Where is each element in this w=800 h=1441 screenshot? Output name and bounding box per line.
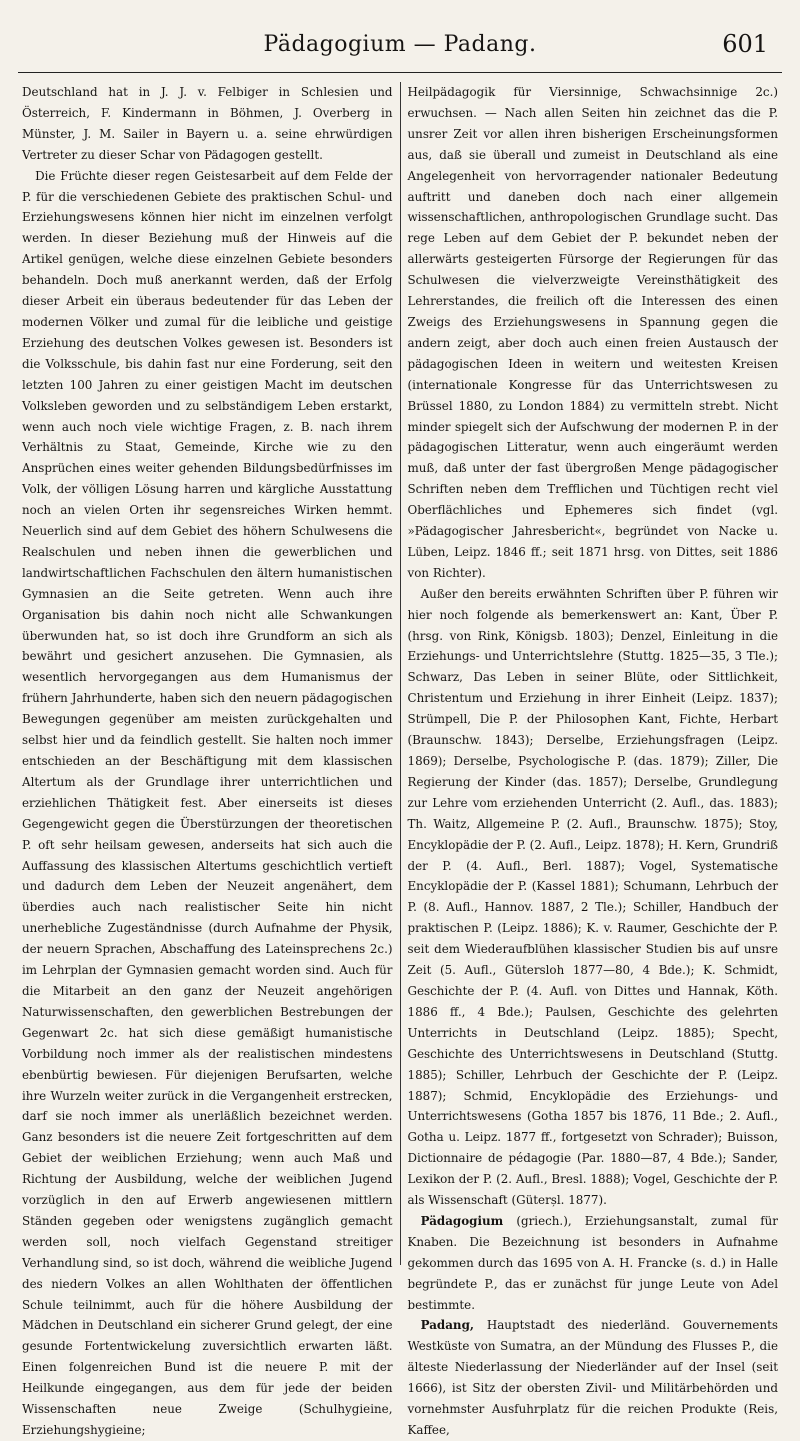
entry-text: Hauptstadt des niederländ. Gouvernements Westküste von Sumatra, an der Mündung des Flusses P., die älteste Niederlassung der Niederländer auf der Insel (seit 1666), ist Sitz der obersten Zivil- und Militärbehörden und vornehmster Ausfuhrplatz für die reichen Produkte (Reis, Kaffee, — [407, 1318, 778, 1437]
paragraph: Heilpädagogik für Viersinnige, Schwachsinnige 2c.) erwuchsen. — Nach allen Seiten hin zeichnet das die P. unsrer Zeit vor allen ihren bisherigen Erscheinungsformen aus, daß sie überall und zumeist in Deutschland als eine Angelegenheit von hervorragender nationaler Bedeutung auftritt und daneben doch nach einer allgemein wissenschaftlichen, anthropologischen Grundlage sucht. Das rege Leben auf dem Gebiet der P. bekundet neben der allerwärts gesteigerten Fürsorge der Regierungen für das Schulwesen die vielverzweigte Vereinsthätigkeit des Lehrerstandes, die freilich oft die Interessen des einen Zweigs des Erziehungswesens in Spannung gegen die andern zeigt, aber doch auch einen freien Austausch der pädagogischen Ideen in weitern und weitesten Kreisen (internationale Kongresse für das Unterrichtswesen zu Brüssel 1880, zu London 1884) zu vermitteln strebt. Nicht minder spiegelt sich der Aufschwung der modernen P. in der pädagogischen Litteratur, wenn auch eingeräumt werden muß, daß unter der fast übergroßen Menge pädagogischer Schriften neben dem Trefflichen und Tüchtigen recht viel Oberflächliches und Ephemeres sich findet (vgl. »Pädagogischer Jahresbericht«, begründet von Nacke u. Lüben, Leipz. 1846 ff.; seit 1871 hrsg. von Dittes, seit 1886 von Richter). — [407, 85, 778, 580]
entry-paragraph — [408, 1315, 779, 1440]
page-header — [18, 0, 782, 70]
entry-headword: Pädagogium — [420, 1213, 504, 1228]
right-column — [407, 82, 779, 1437]
left-column — [22, 82, 393, 1437]
text-columns — [22, 82, 778, 1437]
entry-padang — [408, 1315, 779, 1440]
paragraph: Außer den bereits erwähnten Schriften über P. führen wir hier noch folgende als bemerkenswert an: Kant, Über P. (hrsg. von Rink, Königsb. 1803); Denzel, Einleitung in die Erziehungs- und Unterrichtslehre (Stuttg. 1825—35, 3 Tle.); Schwarz, Das Leben in seiner Blüte, oder Sittlichkeit, Christentum und Erziehung in ihrer Einheit (Leipz. 1837); Strümpell, Die P. der Philosophen Kant, Fichte, Herbart (Braunschw. 1843); Derselbe, Erziehungsfragen (Leipz. 1869); Derselbe, Psychologische P. (das. 1879); Ziller, Die Regierung der Kinder (das. 1857); Derselbe, Grundlegung zur Lehre vom erziehenden Unterricht (2. Aufl., das. 1883); Th. Waitz, Allgemeine P. (2. Aufl., Braunschw. 1875); Stoy, Encyklopädie der P. (2. Aufl., Leipz. 1878); H. Kern, Grundriß der P. (4. Aufl., Berl. 1887); Vogel, Systematische Encyklopädie der P. (Kassel 1881); Schumann, Lehrbuch der P. (8. Aufl., Hannov. 1887, 2 Tle.); Schiller, Handbuch der praktischen P. (Leipz. 1886); K. v. Raumer, Geschichte der P. seit dem Wiederaufblühen klassischer Studien bis auf unsre Zeit (5. Aufl., Gütersloh 1877—80, 4 Bde.); K. Schmidt, Geschichte der P. (4. Aufl. von Dittes und Hannak, Köth. 1886 ff., 4 Bde.); Paulsen, Geschichte des gelehrten Unterrichts in Deutschland (Leipz. 1885); Specht, Geschichte des Unterrichtswesens in Deutschland (Stuttg. 1885); Schiller, Lehrbuch der Geschichte der P. (Leipz. 1887); Schmid, Encyklopädie des Erziehungs- und Unterrichtswesens (Gotha 1857 bis 1876, 11 Bde.; 2. Aufl., Gotha u. Leipz. 1877 ff., fortgesetzt von Schrader); Buisson, Dictionnaire de pédagogie (Par. 1880—87, 4 Bde.); Sander, Lexikon der P. (2. Aufl., Bresl. 1888); Vogel, Geschichte der P. als Wissenschaft (Güterșl. 1877). — [407, 586, 778, 1208]
entry-paedagogium — [408, 1211, 779, 1316]
running-title: Pädagogium — Padang. — [263, 32, 537, 57]
header-rule — [18, 72, 782, 73]
entry-paragraph — [408, 1211, 779, 1316]
entry-text: (griech.), Erziehungsanstalt, zumal für Knaben. Die Bezeichnung ist besonders in Aufnahme gekommen durch das 1695 von A. H. Francke (s. d.) in Halle begründete P., das er zunächst für junge Leute von Adel bestimmte. — [407, 1213, 778, 1312]
entry-headword: Padang, — [420, 1318, 475, 1333]
page-number: 601 — [722, 30, 768, 58]
paragraph: Die Früchte dieser regen Geistesarbeit auf dem Felde der P. für die verschiedenen Gebiete des praktischen Schul- und Erziehungswesens können hier nicht im einzelnen verfolgt werden. In dieser Beziehung muß der Hinweis auf die Artikel genügen, welche diese einzelnen Gebiete besonders behandeln. Doch muß anerkannt werden, daß der Erfolg dieser Arbeit ein überaus bedeutender für das Leben der modernen Völker und zumal für die leibliche und geistige Erziehung des deutschen Volkes gewesen ist. Besonders ist die Volksschule, bis dahin fast nur eine Forderung, seit den letzten 100 Jahren zu einer geistigen Macht im deutschen Volksleben geworden und zu selbständigem Leben erstarkt, wenn auch noch viele wichtige Fragen, z. B. nach ihrem Verhältnis zu Staat, Gemeinde, Kirche wie zu den Ansprüchen eines weiter gehenden Bildungsbedürfnisses im Volk, der völligen Lösung harren und kärgliche Ausstattung noch an vielen Orten ihr segensreiches Wirken hemmt. Neuerlich sind auf dem Gebiet des höhern Schulwesens die Realschulen und neben ihnen die gewerblichen und landwirtschaftlichen Fachschulen den ältern humanistischen Gymnasien an die Seite getreten. Wenn auch ihre Organisation bis dahin noch nicht alle Schwankungen überwunden hat, so ist doch ihre Grundform an sich als bewährt und gesichert anzusehen. Die Gymnasien, als wesentlich hervorgegangen aus dem Humanismus der frühern Jahrhunderte, haben sich den neuern pädagogischen Bewegungen gegenüber am meisten zurückgehalten und selbst hier und da feindlich gestellt. Sie halten noch immer entschieden an der Beschäftigung mit dem klassischen Altertum als der Grundlage ihrer unterrichtlichen und erziehlichen Thätigkeit fest. Aber einerseits ist dieses Gegengewicht gegen die Überstürzungen der theoretischen P. oft sehr heilsam gewesen, anderseits hat sich auch die Auffassung des klassischen Altertums geschichtlich vertieft und dadurch dem Leben der Neuzeit angenähert, dem überdies auch nach realistischer Seite hin nicht unerhebliche Zugeständnisse (durch Aufnahme der Physik, der neuern Sprachen, Abschaffung des Lateinsprechens 2c.) im Lehrplan der Gymnasien gemacht worden sind. Auch für die Mitarbeit an den ganz der Neuzeit angehörigen Naturwissenschaften, den gewerblichen Bestrebungen der Gegenwart 2c. hat sich diese gemäßigt humanistische Vorbildung noch immer als der realistischen mindestens ebenbürtig bewiesen. Für diejenigen Berufsarten, welche ihre Wurzeln weiter zurück in die Vergangenheit erstrecken, darf sie noch immer als unerläßlich bezeichnet werden. Ganz besonders ist die neuere Zeit fortgeschritten auf dem Gebiet der weiblichen Erziehung; wenn auch Maß und Richtung der Ausbildung, welche der weiblichen Jugend vorzüglich in den auf Erwerb angewiesenen mittlern Ständen gegeben oder wenigstens zugänglich gemacht werden soll, noch vielfach Gegenstand streitiger Verhandlung sind, so ist doch, während die weibliche Jugend des niedern Volkes an allen Wohlthaten der öffentlichen Schule teilnimmt, auch für die höhere Ausbildung der Mädchen in Deutschland ein sicherer Grund gelegt, der eine gesunde Fortentwickelung zuversichtlich erwarten läßt. Einen folgenreichen Bund ist die neuere P. mit der Heilkunde eingegangen, aus dem für jede der beiden Wissenschaften neue Zweige (Schulhygieine, Erziehungshygieine; — [22, 168, 393, 1437]
column-divider — [400, 82, 401, 1265]
paragraph: Deutschland hat in J. J. v. Felbiger in Schlesien und Österreich, F. Kindermann in Böhmen, J. Overberg in Münster, J. M. Sailer in Bayern u. a. seine ehrwürdigen Vertreter zu dieser Schar von Pädagogen gestellt. — [22, 85, 393, 162]
